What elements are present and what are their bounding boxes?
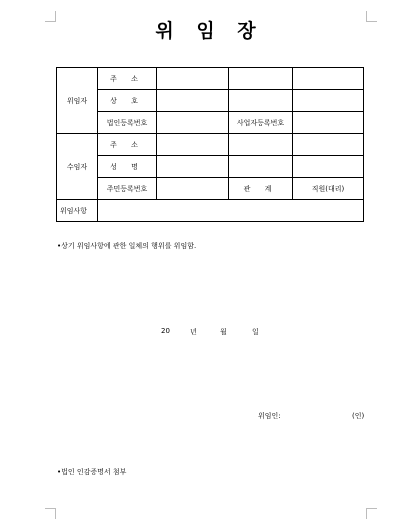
- delegate-name-cell[interactable]: [157, 156, 229, 178]
- resident-reg-cell[interactable]: [157, 178, 229, 200]
- table-row: [57, 200, 364, 222]
- company-name-cell[interactable]: [293, 90, 364, 112]
- signature-label: 위임인:: [258, 412, 281, 420]
- delegator-label: 위임자: [57, 68, 98, 134]
- scope-cell[interactable]: [98, 200, 364, 222]
- biz-reg-cell[interactable]: [293, 112, 364, 134]
- resident-reg-label: 주민등록번호: [98, 178, 157, 200]
- table-row: [57, 134, 364, 156]
- attachment-note: •법인 인감증명서 첨부: [57, 468, 127, 476]
- delegate-label: 수임자: [57, 134, 98, 200]
- table-row: [57, 90, 364, 112]
- corp-reg-cell[interactable]: [157, 112, 229, 134]
- table-row: [57, 112, 364, 134]
- delegator-address-cell[interactable]: [229, 68, 293, 90]
- delegation-form-table: [56, 67, 364, 222]
- company-name-cell[interactable]: [157, 90, 229, 112]
- page-corner-mark: [366, 508, 377, 519]
- delegate-name-cell[interactable]: [293, 156, 364, 178]
- biz-reg-label: 사업자등록번호: [229, 112, 293, 134]
- relation-label: 관 계: [229, 178, 293, 200]
- delegator-address-cell[interactable]: [157, 68, 229, 90]
- date-day-unit: 일: [252, 328, 259, 336]
- table-row: [57, 68, 364, 90]
- page-corner-mark: [45, 508, 56, 519]
- date-month-unit: 월: [220, 328, 227, 336]
- scope-label: 위임사항: [57, 200, 98, 222]
- company-name-cell[interactable]: [229, 90, 293, 112]
- delegator-address-cell[interactable]: [293, 68, 364, 90]
- date-year-prefix: 20: [161, 327, 170, 335]
- table-row: [57, 178, 364, 200]
- document-title: 위 임 장: [155, 20, 264, 42]
- delegate-address-cell[interactable]: [229, 134, 293, 156]
- name-label: 성 명: [98, 156, 157, 178]
- address-label: 주 소: [98, 68, 157, 90]
- table-row: [57, 156, 364, 178]
- statement-text: •상기 위임사항에 관한 일체의 행위를 위임함.: [57, 242, 197, 250]
- signature-seal: (인): [352, 412, 365, 420]
- delegate-address-cell[interactable]: [293, 134, 364, 156]
- address-label: 주 소: [98, 134, 157, 156]
- delegate-name-cell[interactable]: [229, 156, 293, 178]
- corp-reg-label: 법인등록번호: [98, 112, 157, 134]
- company-name-label: 상 호: [98, 90, 157, 112]
- delegate-address-cell[interactable]: [157, 134, 229, 156]
- date-year-unit: 년: [190, 328, 197, 336]
- relation-value: 직원(대리): [293, 178, 364, 200]
